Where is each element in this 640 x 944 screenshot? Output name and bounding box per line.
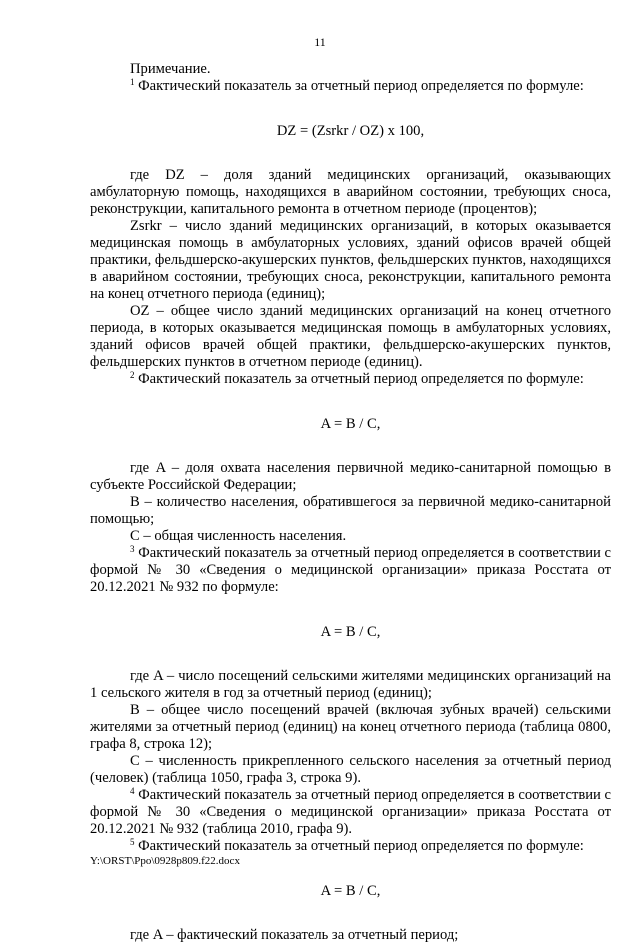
definition: C – общая численность населения. [130,528,347,544]
footnote-mark: 2 [130,370,135,380]
definition: B – количество населения, обратившегося за первичной медико-санитарной помощью; [90,494,611,527]
page-content [90,61,611,944]
formula-2: A = B / C, [320,416,381,432]
formula-3: A = B / C, [320,624,381,640]
footnote-1 [90,78,611,95]
footnote-text: Фактический показатель за отчетный период определяется в соответствии с формой № 30 «Сведения о медицинской организации» приказа Росстата от 20.12.2021 № 932 по формуле: [90,545,612,595]
footnote-text: Фактический показатель за отчетный период определяется в соответствии с формой № 30 «Сведения о медицинской организации» приказа Росстата от 20.12.2021 № 932 (таблица 2010, графа 9). [90,787,612,837]
footnote-mark: 1 [130,77,135,87]
formula-5: A = B / C, [320,883,381,899]
formula-1: DZ = (Zsrkr / OZ) x 100, [276,123,425,139]
footnote-text: Фактический показатель за отчетный период определяется по формуле: [138,78,584,94]
definition: C – численность прикрепленного сельского населения за отчетный период (человек) (таблица 1050, графа 3, строка 9). [90,753,611,786]
definition: где A – число посещений сельскими жителями медицинских организаций на 1 сельского жителя в год за отчетный период (единиц); [90,668,611,701]
footnote-mark: 3 [130,544,135,554]
footnote-4 [90,787,611,838]
footnote-mark: 4 [130,786,135,796]
definition: B – общее число посещений врачей (включая зубных врачей) сельскими жителями за отчетный период (единиц) на конец отчетного периода (таблица 0800, графа 8, строка 12); [90,702,611,752]
footnote-2 [90,371,611,388]
definition: где A – доля охвата населения первичной медико-санитарной помощью в субъекте Российской Федерации; [90,460,611,493]
definition: где A – фактический показатель за отчетный период; [130,927,459,943]
footnote-text: Фактический показатель за отчетный период определяется по формуле: [138,371,584,387]
definition: Zsrkr – число зданий медицинских организаций, в которых оказывается медицинская помощь в амбулаторных условиях, зданий офисов врачей общей практики, фельдшерско-акушерских пунктов, фельдшерских пунктов, находящихся в аварийном состоянии, требующих сноса, реконструкции, капитального ремонта на конец отчетного периода (единиц); [90,218,611,302]
footnote-text: Фактический показатель за отчетный период определяется по формуле: [138,838,584,854]
footnote-mark: 5 [130,837,135,847]
page-number: 11 [314,35,326,49]
footnote-3 [90,545,611,596]
definition: OZ – общее число зданий медицинских организаций на конец отчетного периода, в которых оказывается медицинская помощь в амбулаторных условиях, зданий офисов врачей общей практики, фельдшерско-акушерских пунктов, фельдшерских пунктов в отчетном периоде (единиц). [90,303,611,370]
note-heading: Примечание. [130,61,211,77]
footnote-5 [90,838,611,855]
definition: где DZ – доля зданий медицинских организаций, оказывающих амбулаторную помощь, находящихся в аварийном состоянии, требующих сноса, реконструкции, капитального ремонта в отчетном периоде (процентов); [90,167,611,217]
file-path: Y:\ORST\Ppo\0928p809.f22.docx [90,855,240,867]
